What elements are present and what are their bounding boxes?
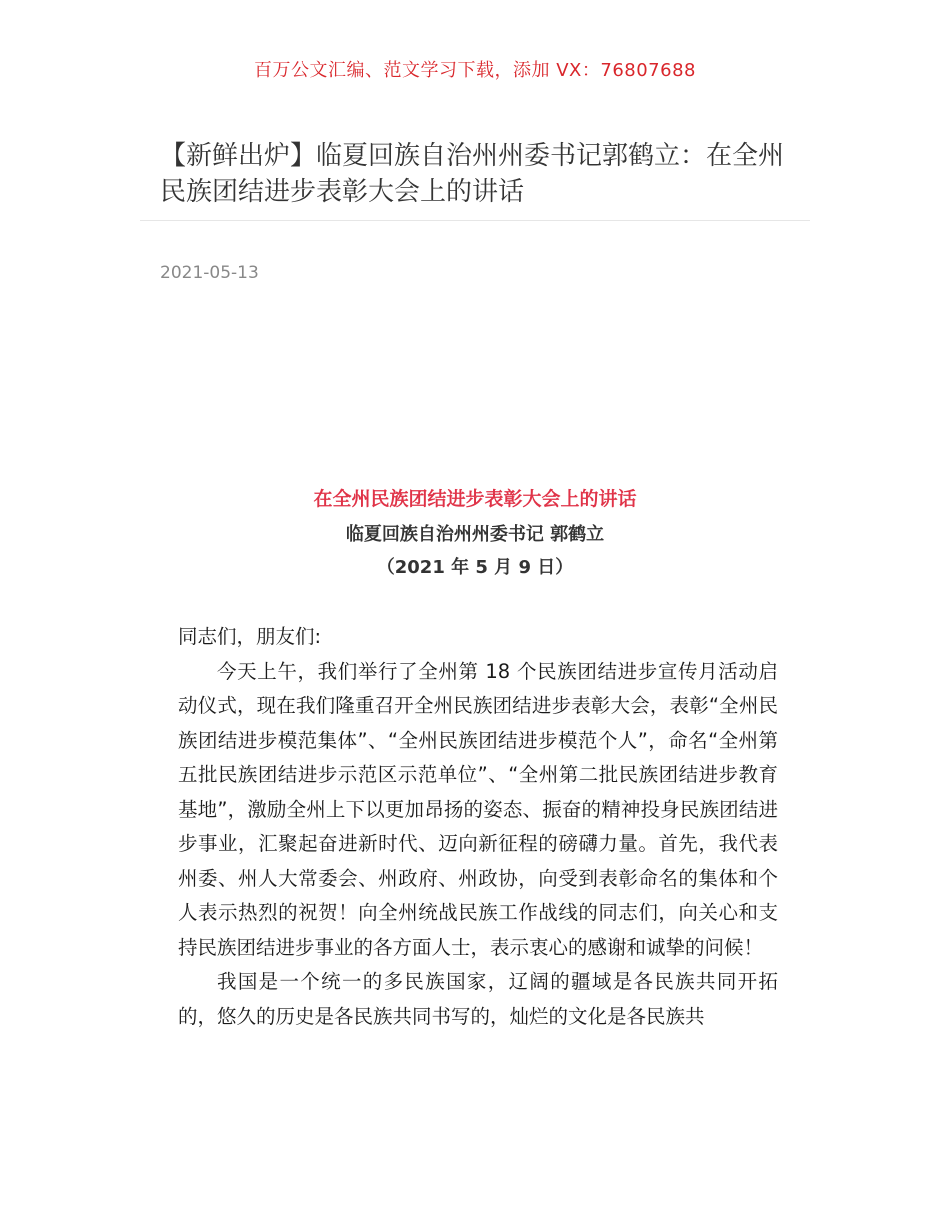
title-divider bbox=[140, 220, 810, 221]
publish-date: 2021-05-13 bbox=[160, 263, 259, 283]
speaker-line: 临夏回族自治州州委书记 郭鹤立 bbox=[345, 524, 605, 545]
speech-date: （2021 年 5 月 9 日） bbox=[376, 557, 574, 578]
article-title: 【新鲜出炉】临夏回族自治州州委书记郭鹤立：在全州民族团结进步表彰大会上的讲话 bbox=[160, 141, 785, 207]
salutation: 同志们，朋友们: bbox=[178, 625, 322, 648]
promo-banner: 百万公文汇编、范文学习下载，添加 VX：76807688 bbox=[254, 60, 696, 81]
speech-heading: 在全州民族团结进步表彰大会上的讲话 bbox=[313, 488, 637, 510]
body-paragraph: 我国是一个统一的多民族国家，辽阔的疆域是各民族共同开拓的，悠久的历史是各民族共同书写的，灿烂的文化是各民族共 bbox=[178, 970, 778, 1028]
body-paragraph: 今天上午，我们举行了全州第 18 个民族团结进步宣传月活动启动仪式，现在我们隆重召开全州民族团结进步表彰大会，表彰“全州民族团结进步模范集体”、“全州民族团结进步模范个人”，命名“全州第五批民族团结进步示范区示范单位”、“全州第二批民族团结进步教育基地”，激励全州上下以更加昂扬的姿态、振奋的精神投身民族团结进步事业，汇聚起奋进新时代、迈向新征程的磅礴力量。首先，我代表州委、州人大常委会、州政府、州政协，向受到表彰命名的集体和个人表示热烈的祝贺！向全州统战民族工作战线的同志们，向关心和支持民族团结进步事业的各方面人士，表示衷心的感谢和诚挚的问候！ bbox=[178, 659, 778, 959]
speech-body bbox=[178, 620, 778, 1034]
